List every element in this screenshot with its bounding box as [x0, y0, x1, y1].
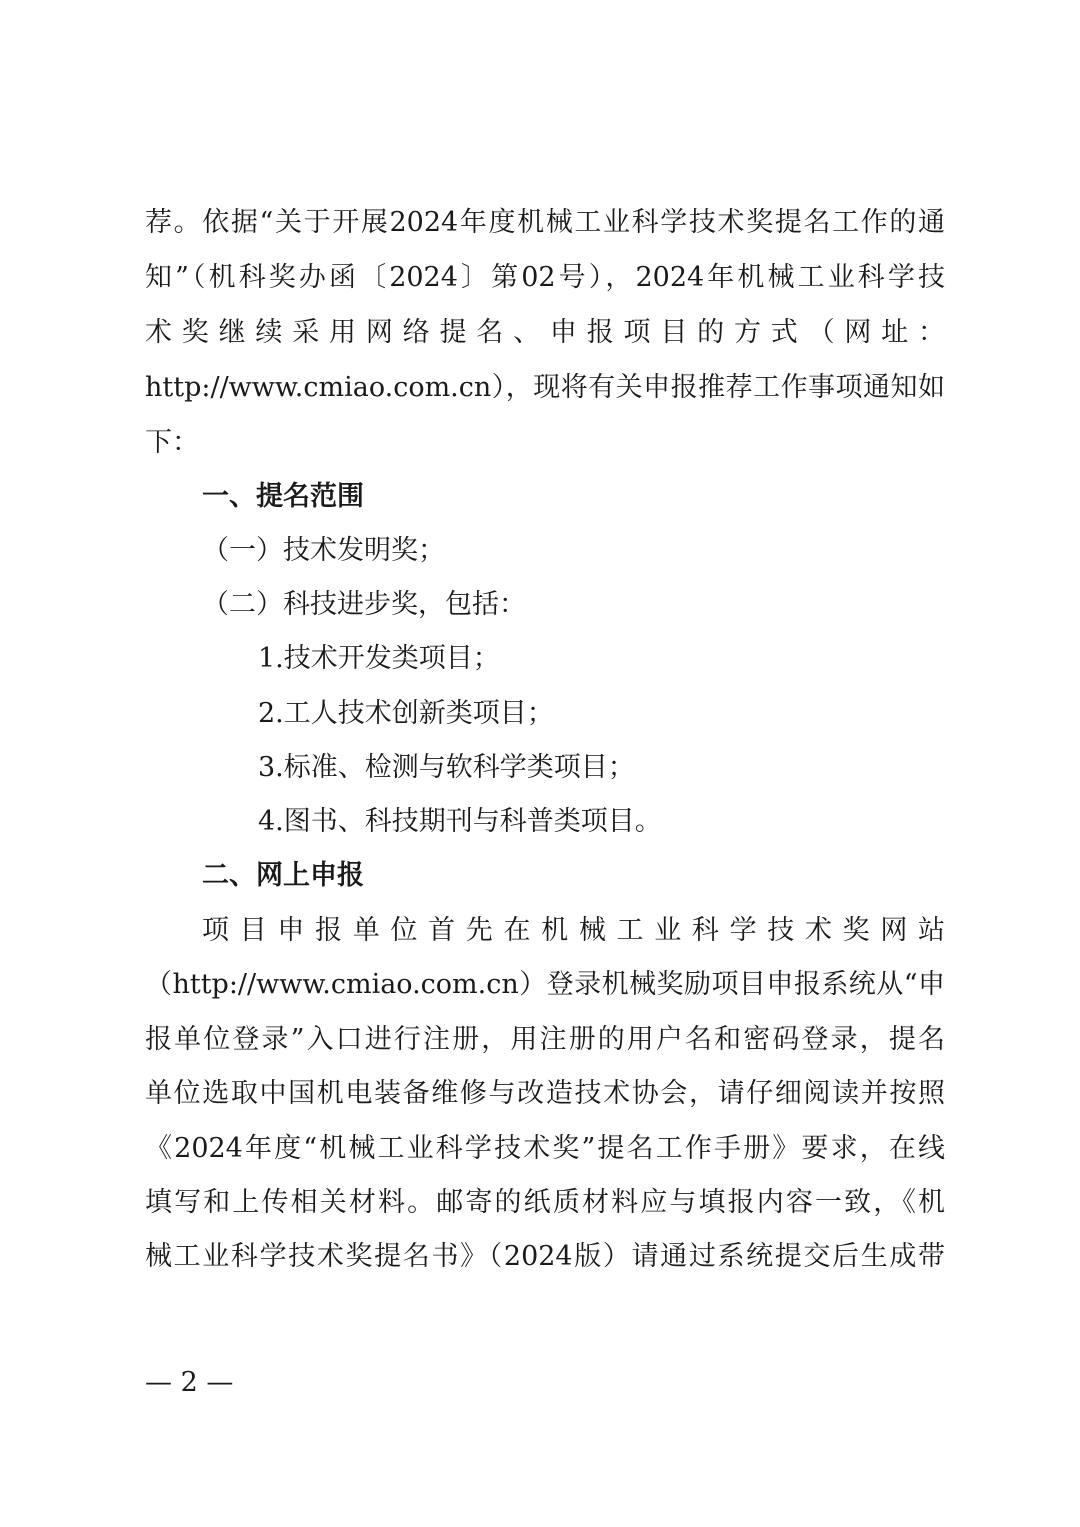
paragraph-line: 项目申报单位首先在机械工业科学技术奖网站	[202, 915, 945, 946]
paragraph-line: http://www.cmiao.com.cn），现将有关申报推荐工作事项通知如	[145, 372, 945, 403]
paragraph-line: 术奖继续采用网络提名、申报项目的方式（网址：	[145, 317, 945, 348]
sub-list-item: 3.标准、检测与软科学类项目；	[258, 752, 635, 783]
paragraph-line: 单位选取中国机电装备维修与改造技术协会，请仔细阅读并按照	[145, 1078, 945, 1109]
section-heading-online: 二、网上申报	[202, 860, 364, 891]
paragraph-line: 知”（机科奖办函〔2024〕第02号），2024年机械工业科学技	[145, 262, 945, 293]
paragraph-line: （http://www.cmiao.com.cn）登录机械奖励项目申报系统从“申	[145, 969, 945, 1000]
section-heading-scope: 一、提名范围	[202, 481, 364, 512]
page-number: — 2 —	[145, 1367, 234, 1398]
sub-list-item: 4.图书、科技期刊与科普类项目。	[258, 806, 662, 837]
list-item: （一）技术发明奖；	[202, 535, 445, 566]
paragraph-line: 下：	[145, 427, 199, 458]
paragraph-line: 《2024年度“机械工业科学技术奖”提名工作手册》要求，在线	[145, 1133, 945, 1164]
paragraph-line: 报单位登录”入口进行注册，用注册的用户名和密码登录，提名	[145, 1024, 945, 1055]
list-item: （二）科技进步奖，包括：	[202, 589, 526, 620]
paragraph-line: 填写和上传相关材料。邮寄的纸质材料应与填报内容一致，《机	[145, 1187, 945, 1218]
sub-list-item: 1.技术开发类项目；	[258, 643, 500, 674]
paragraph-line: 荐。依据“关于开展2024年度机械工业科学技术奖提名工作的通	[145, 207, 945, 238]
sub-list-item: 2.工人技术创新类项目；	[258, 698, 554, 729]
paragraph-line: 械工业科学技术奖提名书》（2024版）请通过系统提交后生成带	[145, 1241, 945, 1272]
